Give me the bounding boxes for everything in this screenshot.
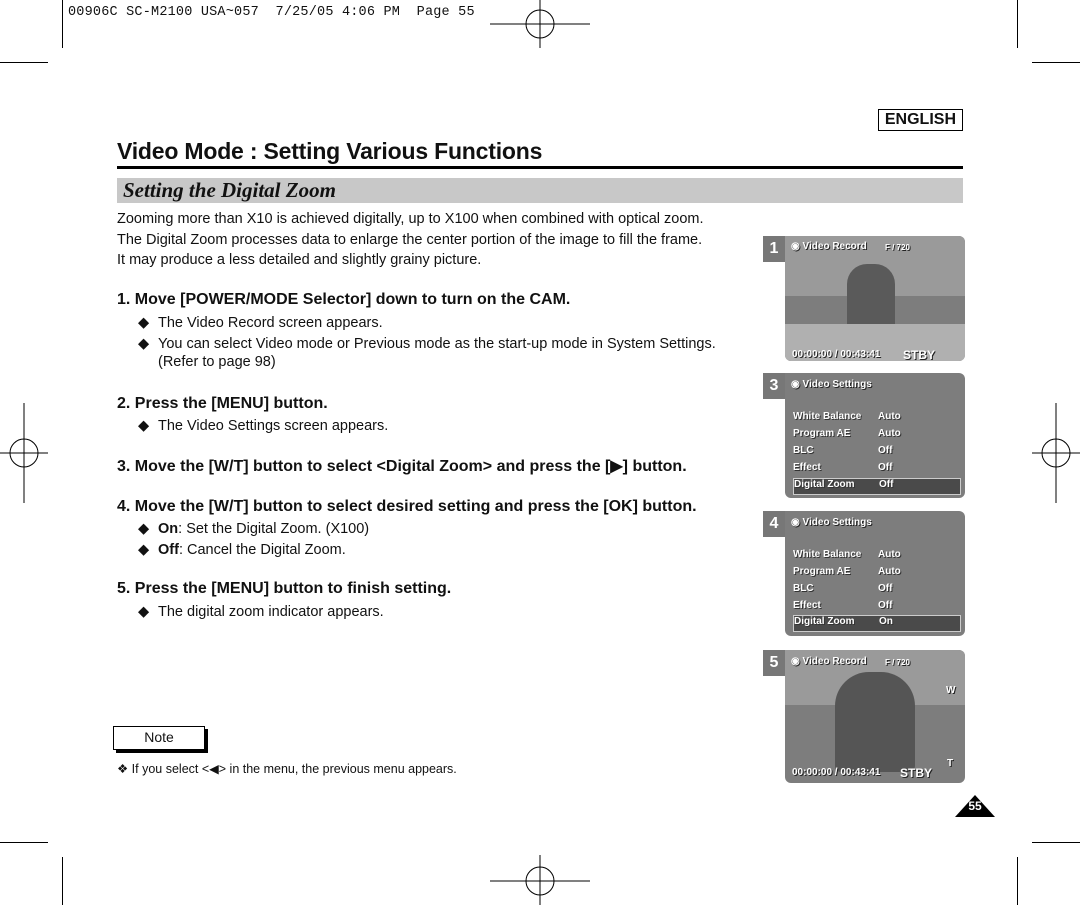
step-4-title: 4. Move the [W/T] button to select desired setting and press the [OK] button. bbox=[117, 498, 697, 515]
print-header: 00906C SC-M2100 USA~057 7/25/05 4:06 PM Page 55 bbox=[68, 5, 475, 20]
step-1-reference: (Refer to page 98) bbox=[158, 354, 276, 370]
page-title: Video Mode : Setting Various Functions bbox=[117, 138, 543, 164]
screen-video-settings bbox=[785, 511, 965, 636]
quality-indicator: F / 720 bbox=[885, 243, 910, 252]
section-title: Setting the Digital Zoom bbox=[123, 178, 336, 202]
step-1-bullet: ◆ The Video Record screen appears. bbox=[138, 315, 383, 331]
crop-mark bbox=[1032, 62, 1080, 63]
crop-mark bbox=[1017, 0, 1018, 48]
menu-row: BLC Off bbox=[793, 583, 893, 594]
menu-row: BLC Off bbox=[793, 445, 893, 456]
time-counter: 00:00:00 / 00:43:41 bbox=[792, 349, 881, 360]
registration-mark bbox=[490, 855, 590, 905]
crop-mark bbox=[62, 857, 63, 905]
registration-mark bbox=[490, 0, 590, 50]
note-text: ❖ If you select <◀> in the menu, the previous menu appears. bbox=[117, 762, 457, 776]
crop-mark bbox=[1032, 842, 1080, 843]
menu-row-selected: Digital Zoom Off bbox=[793, 478, 961, 495]
video-record-title: ◉ Video Record bbox=[791, 656, 867, 667]
intro-paragraph bbox=[117, 209, 757, 271]
step-2-bullet: ◆ The Video Settings screen appears. bbox=[138, 418, 389, 434]
language-tab: ENGLISH bbox=[878, 109, 963, 131]
screen-number: 3 bbox=[763, 373, 785, 399]
intro-line: Zooming more than X10 is achieved digitally, up to X100 when combined with optical zoom. bbox=[117, 211, 704, 227]
registration-mark bbox=[0, 403, 50, 503]
crop-mark bbox=[62, 0, 63, 48]
screen-video-record bbox=[785, 236, 965, 361]
menu-row-selected: Digital Zoom On bbox=[793, 615, 961, 632]
page-number: 55 bbox=[968, 799, 982, 813]
video-settings-title: ◉ Video Settings bbox=[791, 379, 872, 390]
video-settings-title: ◉ Video Settings bbox=[791, 517, 872, 528]
intro-line: It may produce a less detailed and slightly grainy picture. bbox=[117, 252, 482, 268]
menu-row: Effect Off bbox=[793, 462, 893, 473]
menu-row: Program AE Auto bbox=[793, 428, 901, 439]
status-text: STBY bbox=[900, 766, 933, 780]
video-record-title: ◉ Video Record bbox=[791, 241, 867, 252]
photo-child bbox=[835, 672, 915, 772]
menu-row: White Balance Auto bbox=[793, 549, 901, 560]
step-2-title: 2. Press the [MENU] button. bbox=[117, 395, 328, 412]
zoom-tele-label: T bbox=[947, 758, 954, 769]
step-4-bullet-off: ◆ Off: Cancel the Digital Zoom. bbox=[138, 542, 346, 558]
crop-mark bbox=[1017, 857, 1018, 905]
status-text: STBY bbox=[903, 348, 936, 361]
screen-number: 5 bbox=[763, 650, 785, 676]
zoom-wide-label: W bbox=[946, 685, 956, 696]
crop-mark bbox=[0, 62, 48, 63]
step-1-bullet: ◆ You can select Video mode or Previous mode as the start-up mode in System Settings. bbox=[138, 336, 716, 352]
step-4-bullet-on: ◆ On: Set the Digital Zoom. (X100) bbox=[138, 521, 370, 537]
step-3-title: 3. Move the [W/T] button to select <Digital Zoom> and press the [▶] button. bbox=[117, 458, 687, 475]
intro-line: The Digital Zoom processes data to enlarge the center portion of the image to fill the frame. bbox=[117, 231, 703, 248]
screen-video-settings bbox=[785, 373, 965, 498]
screen-video-record-zoom bbox=[785, 650, 965, 783]
step-5-title: 5. Press the [MENU] button to finish setting. bbox=[117, 580, 452, 597]
title-rule bbox=[117, 166, 963, 169]
note-label: Note bbox=[113, 726, 205, 750]
quality-indicator: F / 720 bbox=[885, 658, 910, 667]
screen-number: 1 bbox=[763, 236, 785, 262]
time-counter: 00:00:00 / 00:43:41 bbox=[792, 767, 881, 778]
crop-mark bbox=[0, 842, 48, 843]
step-1-title: 1. Move [POWER/MODE Selector] down to turn on the CAM. bbox=[117, 291, 571, 308]
registration-mark bbox=[1030, 403, 1080, 503]
step-5-bullet: ◆ The digital zoom indicator appears. bbox=[138, 604, 384, 620]
menu-row: White Balance Auto bbox=[793, 411, 901, 422]
menu-row: Program AE Auto bbox=[793, 566, 901, 577]
screen-number: 4 bbox=[763, 511, 785, 537]
menu-row: Effect Off bbox=[793, 600, 893, 611]
